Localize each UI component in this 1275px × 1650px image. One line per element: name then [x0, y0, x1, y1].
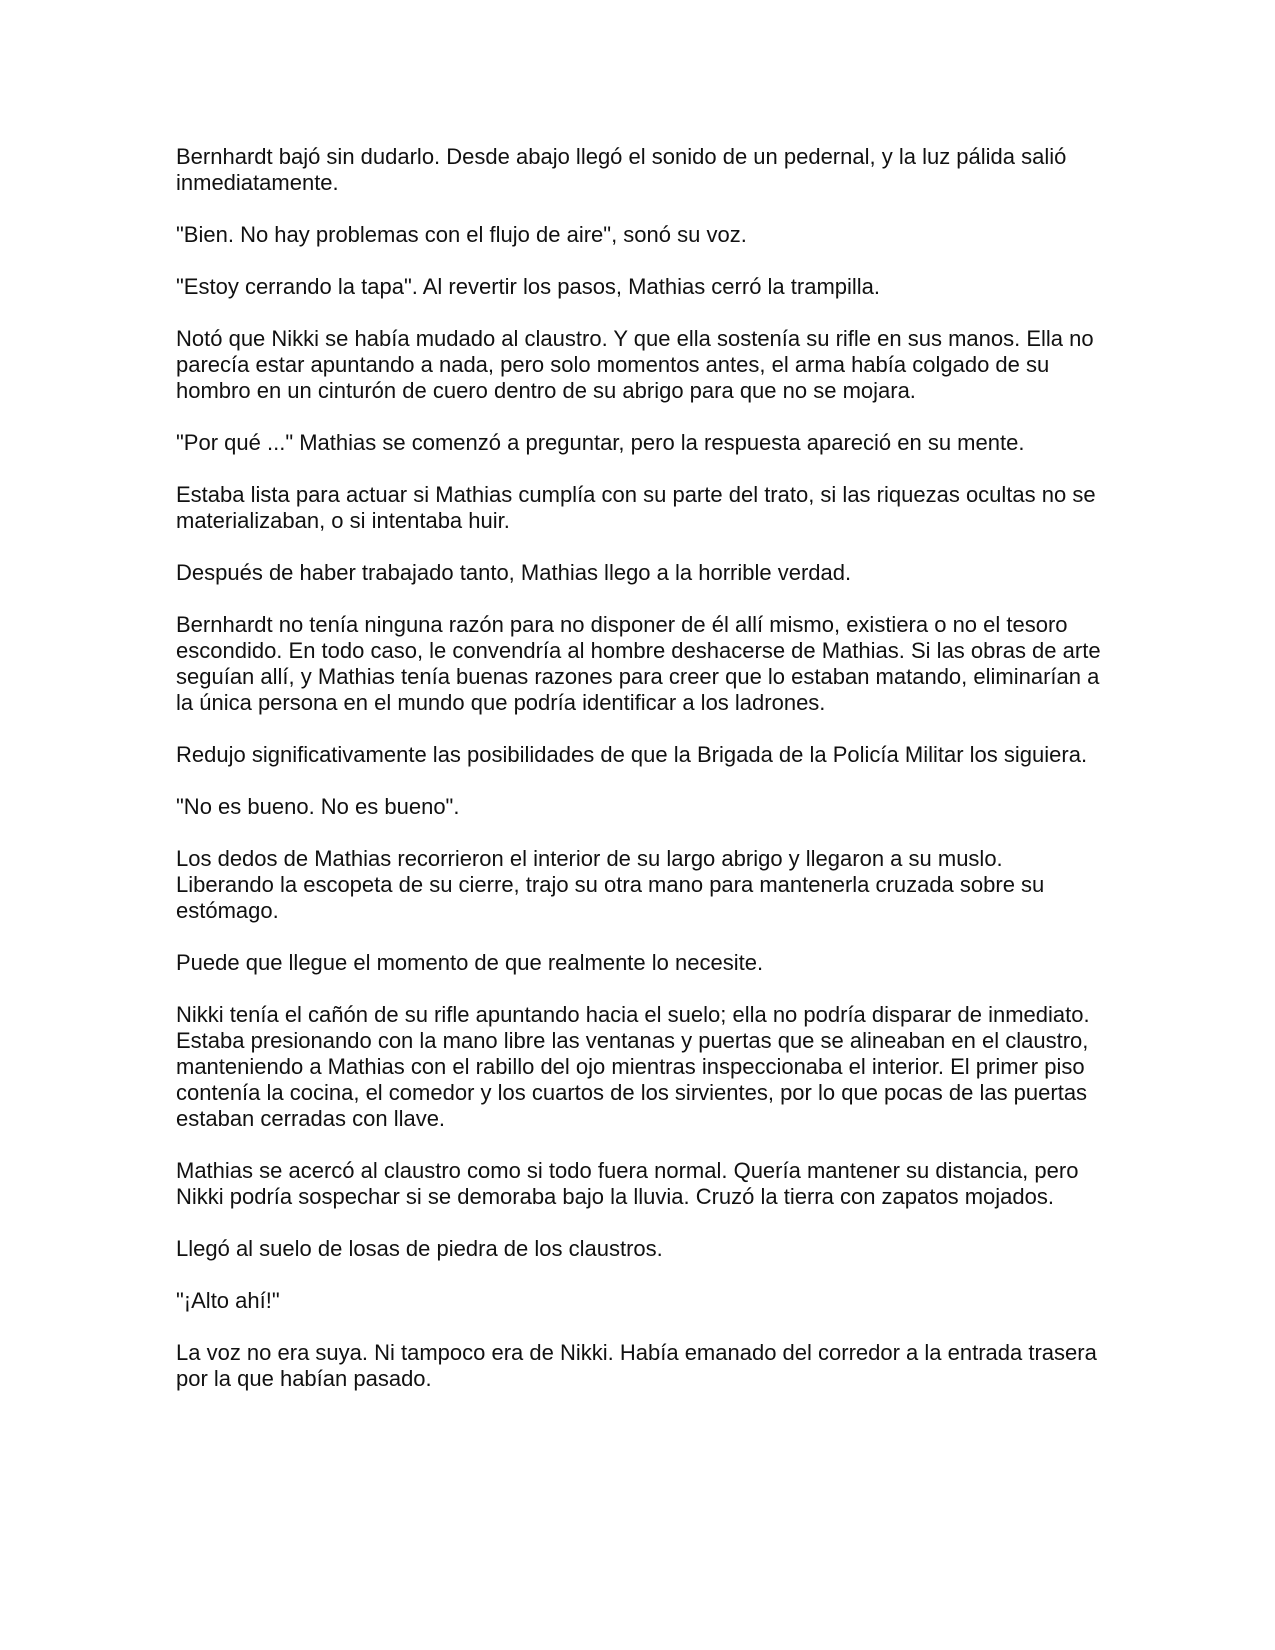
document-body: [176, 144, 1106, 1418]
paragraph-16: "¡Alto ahí!": [176, 1288, 280, 1313]
paragraph-12: Puede que llegue el momento de que realmente lo necesite.: [176, 950, 764, 975]
paragraph-13: Nikki tenía el cañón de su rifle apuntando hacia el suelo; ella no podría disparar de inmediato. Estaba presionando con la mano libre las ventanas y puertas que se alineaban en el claustro, manteniendo a Mathias con el rabillo del ojo mientras inspeccionaba el interior. El primer piso contenía la cocina, el comedor y los cuartos de los sirvientes, por lo que pocas de las puertas estaban cerradas con llave.: [176, 1002, 1090, 1131]
paragraph-14: Mathias se acercó al claustro como si todo fuera normal. Quería mantener su distancia, pero Nikki podría sospechar si se demoraba bajo la lluvia. Cruzó la tierra con zapatos mojados.: [176, 1158, 1079, 1209]
paragraph-10: "No es bueno. No es bueno".: [176, 794, 460, 819]
paragraph-2: "Bien. No hay problemas con el flujo de aire", sonó su voz.: [176, 222, 747, 247]
paragraph-5: "Por qué ..." Mathias se comenzó a preguntar, pero la respuesta apareció en su mente.: [176, 430, 1025, 455]
paragraph-8: Bernhardt no tenía ninguna razón para no disponer de él allí mismo, existiera o no el tesoro escondido. En todo caso, le convendría al hombre deshacerse de Mathias. Si las obras de arte seguían allí, y Mathias tenía buenas razones para creer que lo estaban matando, eliminarían a la única persona en el mundo que podría identificar a los ladrones.: [176, 612, 1101, 715]
paragraph-4: Notó que Nikki se había mudado al claustro. Y que ella sostenía su rifle en sus manos. Ella no parecía estar apuntando a nada, pero solo momentos antes, el arma había colgado de su hombro en un cinturón de cuero dentro de su abrigo para que no se mojara.: [176, 326, 1094, 403]
paragraph-17: La voz no era suya. Ni tampoco era de Nikki. Había emanado del corredor a la entrada trasera por la que habían pasado.: [176, 1340, 1097, 1391]
paragraph-6: Estaba lista para actuar si Mathias cumplía con su parte del trato, si las riquezas ocultas no se materializaban, o si intentaba huir.: [176, 482, 1096, 533]
paragraph-1: Bernhardt bajó sin dudarlo. Desde abajo llegó el sonido de un pedernal, y la luz pálida salió inmediatamente.: [176, 144, 1067, 195]
paragraph-15: Llegó al suelo de losas de piedra de los claustros.: [176, 1236, 663, 1261]
paragraph-3: "Estoy cerrando la tapa". Al revertir los pasos, Mathias cerró la trampilla.: [176, 274, 881, 299]
paragraph-11: Los dedos de Mathias recorrieron el interior de su largo abrigo y llegaron a su muslo. Liberando la escopeta de su cierre, trajo su otra mano para mantenerla cruzada sobre su estómago.: [176, 846, 1045, 923]
paragraph-9: Redujo significativamente las posibilidades de que la Brigada de la Policía Militar los siguiera.: [176, 742, 1088, 767]
paragraph-7: Después de haber trabajado tanto, Mathias llego a la horrible verdad.: [176, 560, 852, 585]
